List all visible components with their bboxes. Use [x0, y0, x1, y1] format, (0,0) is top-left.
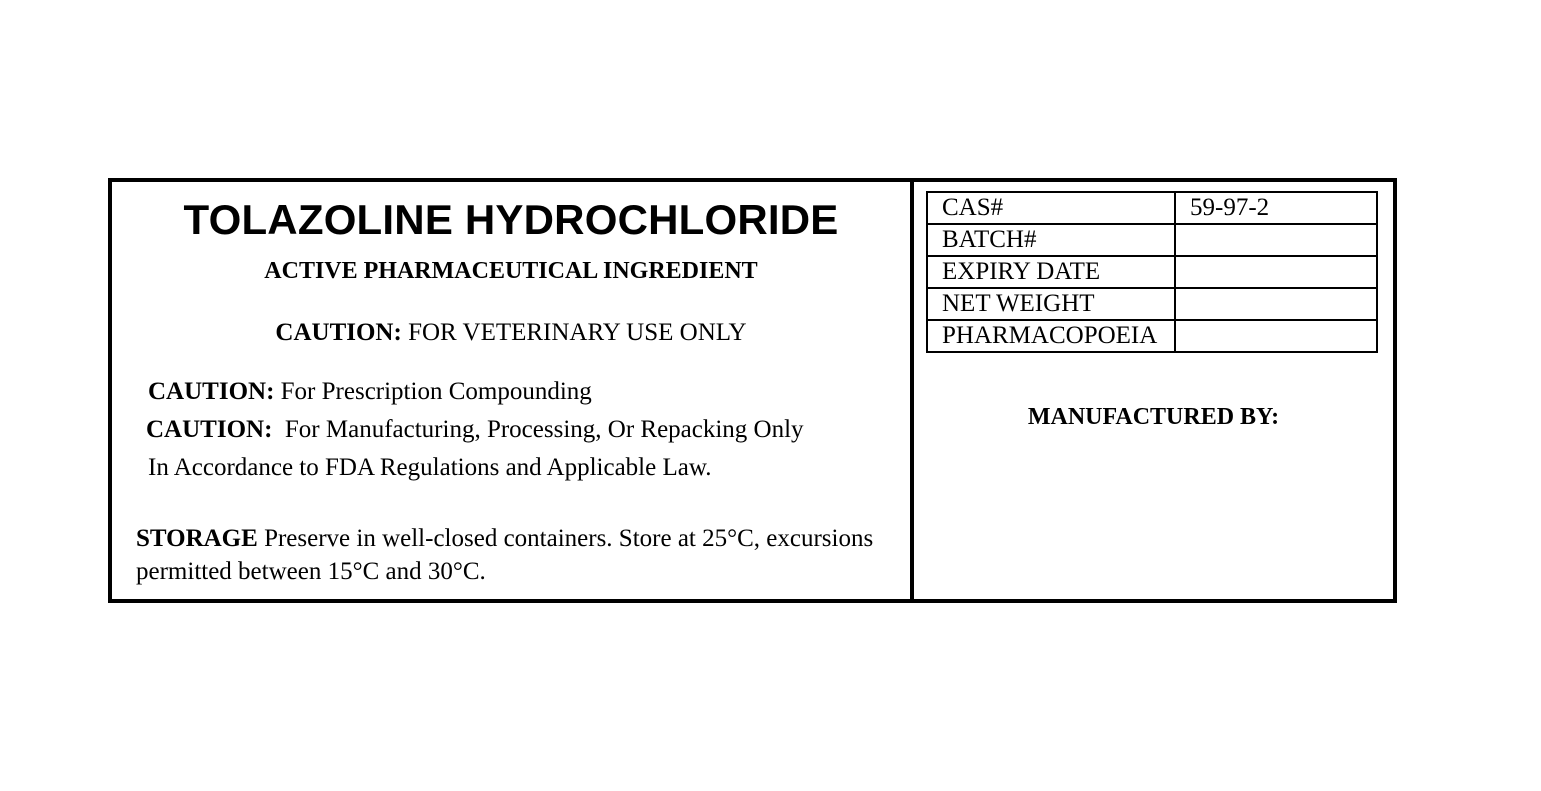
prescription-caution	[148, 377, 592, 407]
storage-instructions	[136, 522, 896, 588]
caution-text: FOR VETERINARY USE ONLY	[401, 319, 747, 346]
spec-key: PHARMACOPOEIA	[927, 320, 1175, 352]
caution-text: For Prescription Compounding	[274, 378, 592, 405]
spec-key: EXPIRY DATE	[927, 256, 1175, 288]
caution-text: For Manufacturing, Processing, Or Repacking Only	[272, 416, 804, 443]
table-row	[927, 192, 1377, 224]
spec-value	[1175, 320, 1377, 352]
spec-value: 59-97-2	[1175, 192, 1377, 224]
manufactured-by-label: MANUFACTURED BY:	[1027, 404, 1280, 430]
product-label	[108, 178, 1397, 603]
caution-label: CAUTION:	[146, 416, 273, 443]
storage-label: STORAGE	[136, 525, 258, 552]
regulation-text: In Accordance to FDA Regulations and Applicable Law.	[148, 454, 712, 481]
caution-label: CAUTION:	[275, 319, 402, 346]
caution-label: CAUTION:	[148, 378, 275, 405]
spec-table	[926, 191, 1378, 353]
table-row	[927, 256, 1377, 288]
product-subtitle: ACTIVE PHARMACEUTICAL INGREDIENT	[264, 258, 758, 284]
product-title: TOLAZOLINE HYDROCHLORIDE	[183, 196, 839, 243]
storage-text: Preserve in well-closed containers. Store at 25°C, excursions permitted between 15°C and 30°C.	[136, 525, 874, 585]
spec-value	[1175, 224, 1377, 256]
veterinary-caution	[112, 318, 910, 348]
table-row	[927, 320, 1377, 352]
table-row	[927, 288, 1377, 320]
spec-value	[1175, 288, 1377, 320]
label-left-panel	[112, 182, 910, 599]
spec-key: BATCH#	[927, 224, 1175, 256]
spec-key: NET WEIGHT	[927, 288, 1175, 320]
panel-divider	[910, 182, 914, 599]
spec-key: CAS#	[927, 192, 1175, 224]
table-row	[927, 224, 1377, 256]
spec-value	[1175, 256, 1377, 288]
manufacturing-caution	[146, 415, 804, 445]
